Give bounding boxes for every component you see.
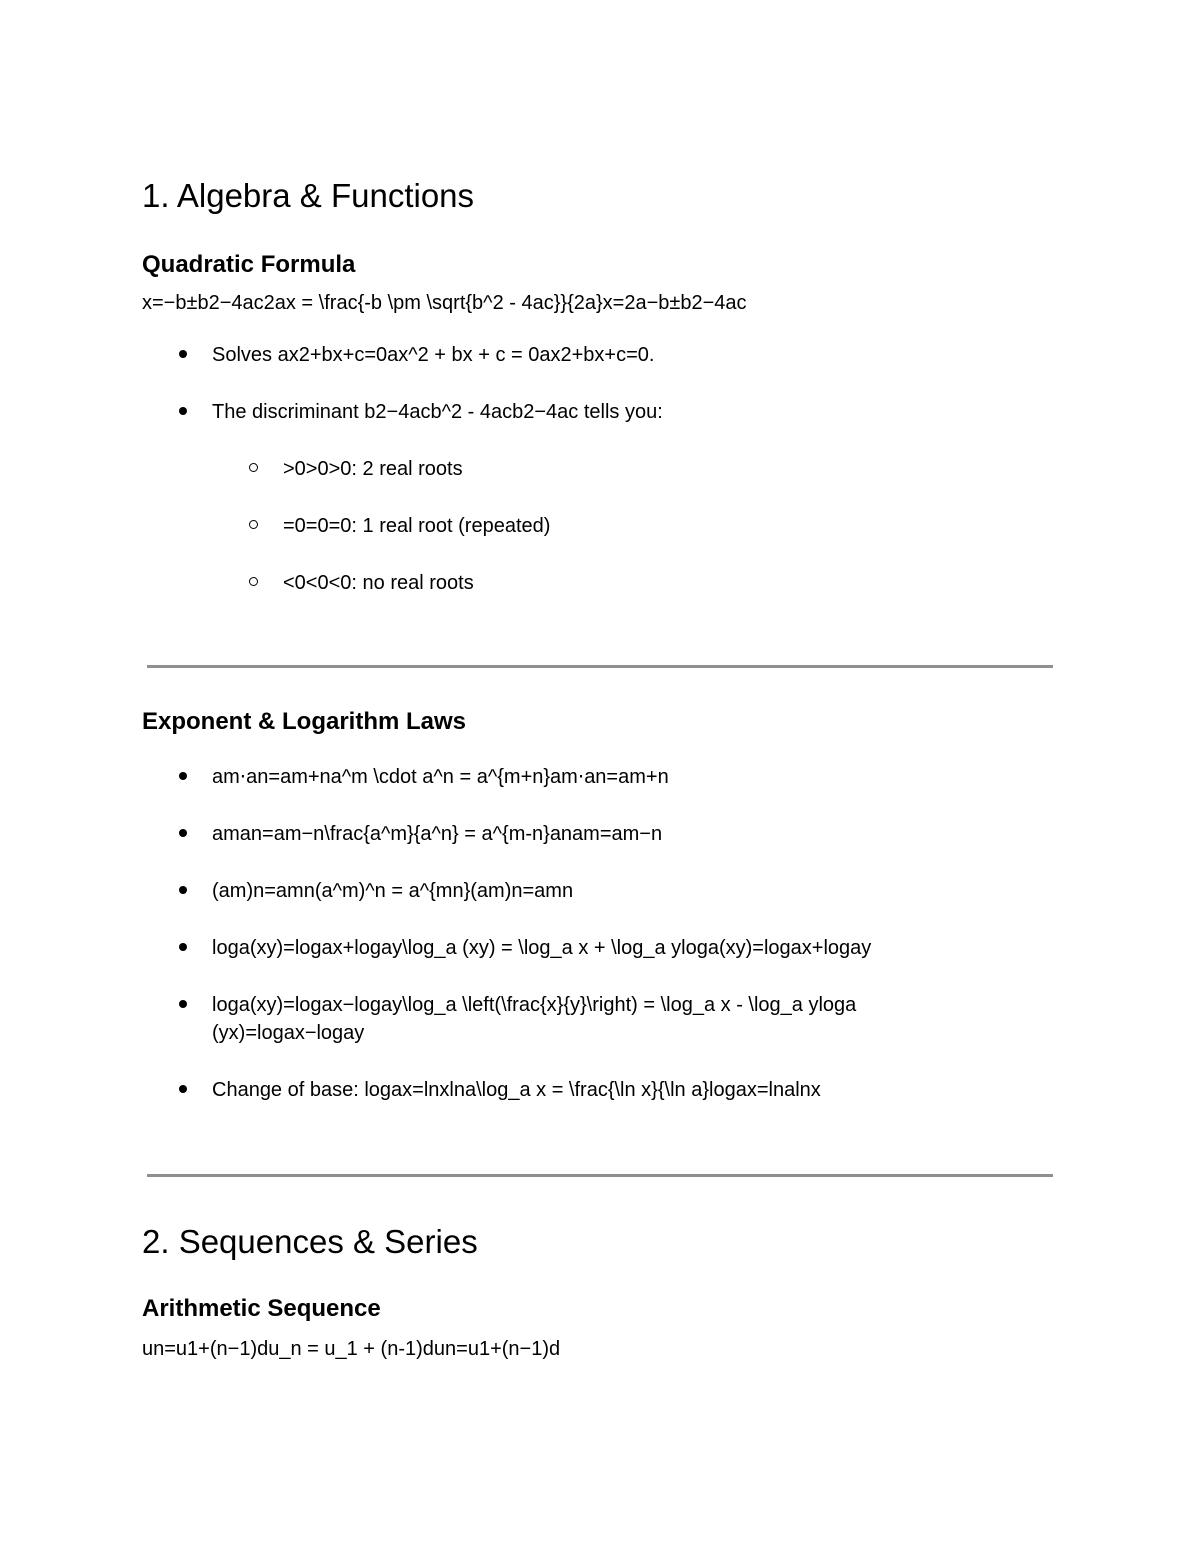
bullet-icon <box>179 1000 187 1008</box>
list-item <box>0 877 1200 905</box>
section-title-algebra: 1. Algebra & Functions <box>142 177 475 214</box>
sub-list-item <box>0 512 1200 540</box>
heading-exponent-logarithm-laws: Exponent & Logarithm Laws <box>142 708 467 735</box>
sub-list-item-text: =0=0=0: 1 real root (repeated) <box>283 515 551 537</box>
bullet-icon <box>179 407 187 415</box>
arithmetic-formula-text: un=u1+(n−1)du_n = u_1 + (n-1)dun​=u1​+(n−1)d <box>142 1338 561 1360</box>
heading-quadratic-formula: Quadratic Formula <box>142 251 356 278</box>
list-item <box>0 763 1200 791</box>
list-item <box>0 1076 1200 1104</box>
list-item <box>0 341 1200 369</box>
list-item-text: Solves ax2+bx+c=0ax^2 + bx + c = 0ax2+bx+c=0. <box>212 344 655 366</box>
list-item <box>0 934 1200 962</box>
hollow-bullet-icon <box>249 463 258 472</box>
hollow-bullet-icon <box>249 520 258 529</box>
sub-list-item-text: >0>0>0: 2 real roots <box>283 458 463 480</box>
list-item-text: aman=am−n\frac{a^m}{a^n} = a^{m-n}anam​=am−n <box>212 823 663 845</box>
sub-list-item <box>0 569 1200 597</box>
bullet-icon <box>179 772 187 780</box>
quadratic-formula-text: x=−b±b2−4ac2ax = \frac{-b \pm \sqrt{b^2 - 4ac}}{2a}x=2a−b±b2−4ac​ <box>142 292 747 314</box>
hollow-bullet-icon <box>249 577 258 586</box>
list-item-text: loga(xy)=logax+logay\log_a (xy) = \log_a x + \log_a yloga​(xy)=loga​x+loga​y <box>212 937 872 959</box>
list-item <box>0 398 1200 426</box>
bullet-icon <box>179 350 187 358</box>
sub-list-item <box>0 455 1200 483</box>
bullet-icon <box>179 829 187 837</box>
sub-list-item-text: <0<0<0: no real roots <box>283 572 474 594</box>
list-item-text: Change of base: logax=lnxlna\log_a x = \frac{\ln x}{\ln a}loga​x=lnalnx​ <box>212 1079 821 1101</box>
list-item-text: am⋅an=am+na^m \cdot a^n = a^{m+n}am⋅an=am+n <box>212 766 669 788</box>
horizontal-divider <box>147 1174 1053 1177</box>
list-item <box>0 991 1200 1047</box>
bullet-icon <box>179 943 187 951</box>
heading-arithmetic-sequence: Arithmetic Sequence <box>142 1295 381 1322</box>
list-item-text: loga(xy)=logax−logay\log_a \left(\frac{x}{y}\right) = \log_a x - \log_a yloga​(yx​)=loga​x−loga​y <box>212 994 857 1044</box>
horizontal-divider <box>147 665 1053 668</box>
list-item <box>0 820 1200 848</box>
list-item-text: The discriminant b2−4acb^2 - 4acb2−4ac tells you: <box>212 401 663 423</box>
list-item-text: (am)n=amn(a^m)^n = a^{mn}(am)n=amn <box>212 880 574 902</box>
bullet-icon <box>179 886 187 894</box>
bullet-icon <box>179 1085 187 1093</box>
section-title-sequences: 2. Sequences & Series <box>142 1223 478 1260</box>
